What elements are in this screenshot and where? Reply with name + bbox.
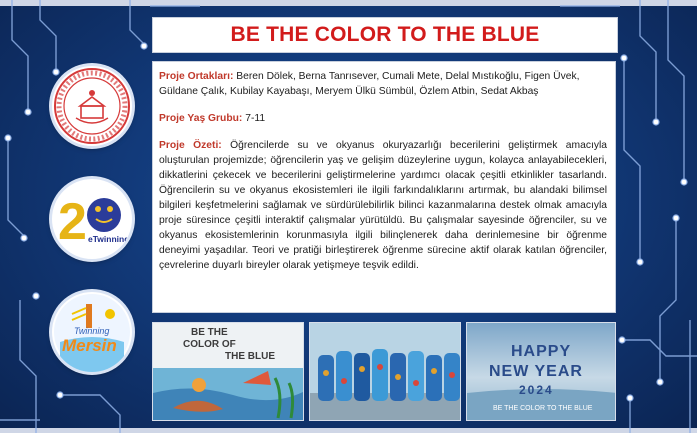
ministry-seal-icon <box>52 66 132 146</box>
bottles-illustration <box>310 323 461 421</box>
partners-paragraph <box>159 69 607 99</box>
partners-label: Proje Ortakları: <box>159 71 234 82</box>
photo-happy-new-year <box>466 322 616 421</box>
etwinning-20-logo <box>52 179 132 259</box>
drawing-text-1: BE THE <box>191 327 228 338</box>
age-group-label: Proje Yaş Grubu: <box>159 113 243 124</box>
etwinning-label: eTwinning <box>88 234 130 244</box>
page-title: BE THE COLOR TO THE BLUE <box>230 23 540 46</box>
drawing-text-3: THE BLUE <box>225 351 275 362</box>
photo-ocean-drawing <box>152 322 304 421</box>
newyear-caption: BE THE COLOR TO THE BLUE <box>493 405 593 412</box>
summary-value: Öğrencilerde su ve okyanus okuryazarlığı becerilerini geliştirmek amacıyla oluşturulan projemizde; öğrencilerin yaş ve gelişim düzeylerine uygun, kolayca anlayabilecekleri, dikkatlerini çekecek ve becerilerini geliştirmelerine yardımcı olacak çeşitli etkinlikler tasarlandı. Öğrencilerin su ve okyanus ekosistemleri ile ilgili farkındalıklarını artırmak, bu alandaki bilimsel bilgileri keşfetmelerini sağlamak ve sürdürülebilirlik bilinci kazanmalarına destek olmak amacıyla proje süresince çeşitli interaktif çalışmalar yürütüldü. Bu çalışmalar sayesinde öğrenciler, su ve okyanus ekosistemlerinin korunmasıyla ilgili bilinçlenerek daha derinlemesine bir öğrenme deneyimi yaşadılar. Teori ve pratiği birleştirerek öğrenme sürecine aktif olarak katılan öğrenciler, çevrelerine duyarlı bireyler olarak yetişmeye teşvik edildi. <box>159 140 607 271</box>
newyear-year: 2024 <box>519 383 554 397</box>
age-group-paragraph <box>159 111 607 126</box>
twinning-text: Twinning <box>74 326 110 336</box>
title-banner <box>152 17 618 53</box>
meb-logo <box>52 66 132 146</box>
newyear-title: NEW YEAR <box>489 363 583 380</box>
age-group-value: 7-11 <box>245 113 266 124</box>
summary-paragraph <box>159 138 607 273</box>
svg-text:2: 2 <box>58 193 87 251</box>
newyear-happy: HAPPY <box>511 343 572 360</box>
drawing-illustration <box>153 323 304 421</box>
mersin-text: Mersin <box>62 336 117 355</box>
project-info-panel <box>152 61 616 313</box>
etwinning-anniversary-icon <box>52 179 132 259</box>
summary-label: Proje Özeti: <box>159 140 222 151</box>
drawing-text-2: COLOR OF <box>183 339 236 350</box>
twinning-mersin-logo <box>52 292 132 372</box>
partners-value: Beren Dölek, Berna Tanrısever, Cumali Mete, Delal Mıstıkoğlu, Figen Üvek, Güldane Çalık, Kubilay Kayabaşı, Meryem Ülkü Sümbül, Özlem Atbin, Sedat Akbaş <box>159 71 580 97</box>
photo-painted-bottles <box>309 322 461 421</box>
